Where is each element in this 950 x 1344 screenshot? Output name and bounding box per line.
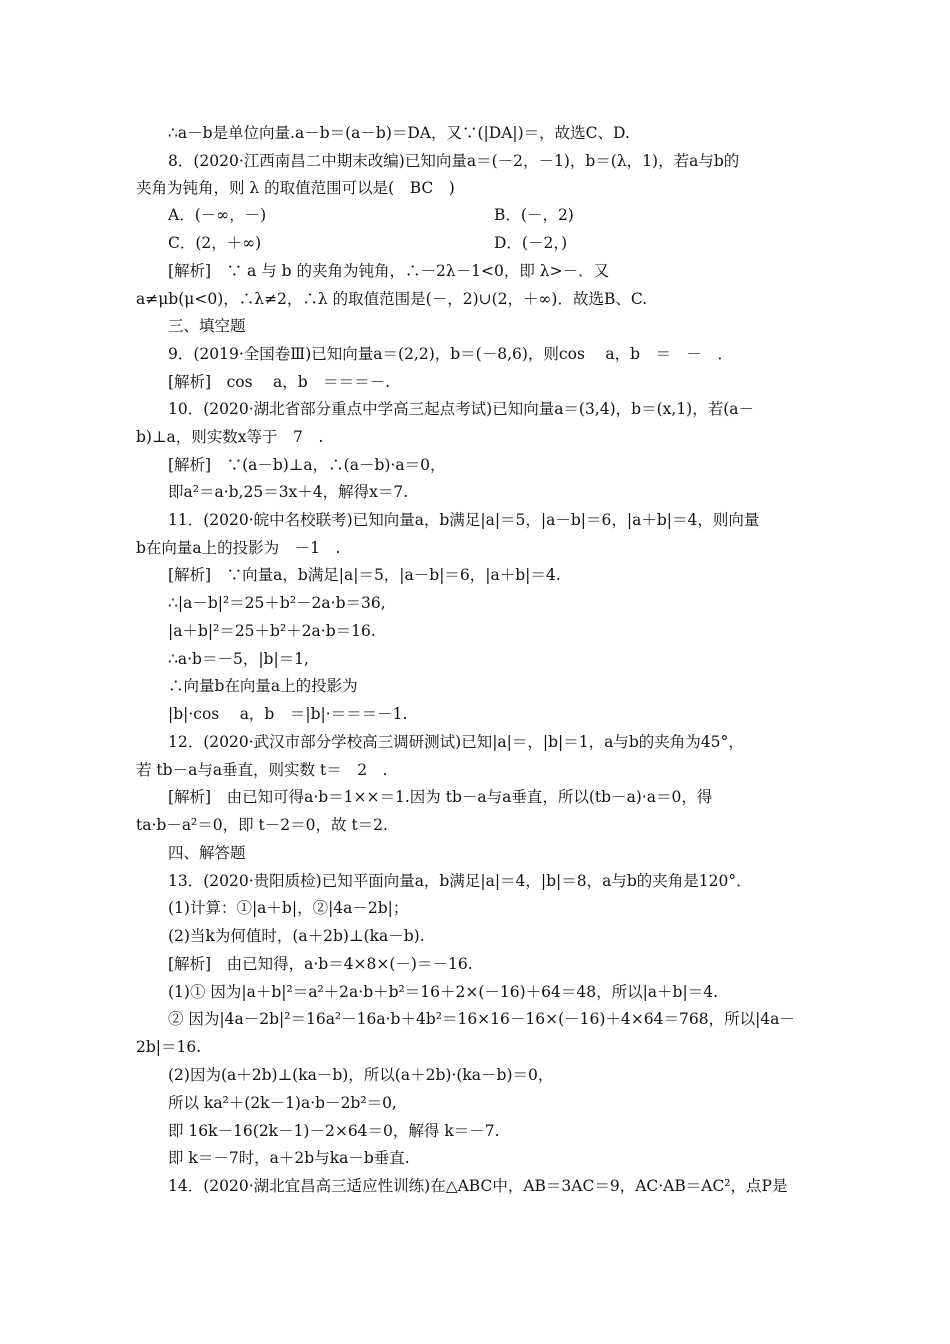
text-line: (2)因为(a＋2b)⊥(ka－b)，所以(a＋2b)·(ka－b)＝0， — [168, 1066, 554, 1084]
text-line: ② 因为|4a－2b|²＝16a²－16a·b＋4b²＝16×16－16×(－16)＋4×64＝768，所以|4a－ — [168, 1010, 795, 1028]
question-8-line: 8．(2020·江西南昌二中期末改编)已知向量a＝(－2，－1)，b＝(λ，1)，若a与b的 — [168, 152, 740, 170]
option-c: C．(2，＋∞) — [168, 234, 262, 252]
text-line: 夹角为钝角，则 λ 的取值范围可以是( BC ) — [136, 179, 455, 197]
text-line: b)⊥a，则实数x等于 7 . — [136, 428, 324, 446]
text-line: [解析] ∵ a 与 b 的夹角为钝角，∴－2λ－1<0，即 λ>－．又 — [168, 262, 610, 280]
text-line: (1)计算：①|a＋b|，②|4a－2b|； — [168, 899, 409, 917]
text-line: |b|·cos a，b ＝|b|·＝＝＝－1. — [168, 705, 408, 723]
text-line: 即 16k－16(2k－1)－2×64＝0，解得 k＝－7. — [168, 1122, 500, 1140]
text-line: (2)当k为何值时，(a＋2b)⊥(ka－b). — [168, 927, 425, 945]
text-line: |a＋b|²＝25＋b²＋2a·b＝16. — [168, 622, 376, 640]
text-line: b在向量a上的投影为 －1 . — [136, 539, 341, 557]
text-line: [解析] 由已知得，a·b＝4×8×(－)＝－16. — [168, 955, 473, 973]
question-14-line: 14．(2020·湖北宜昌高三适应性训练)在△ABC中，AB＝3AC＝9，AC·AB＝AC²，点P是 — [168, 1177, 788, 1195]
text-line: ∴|a－b|²＝25＋b²－2a·b＝36, — [168, 594, 386, 612]
question-12-line: 12．(2020·武汉市部分学校高三调研测试)已知|a|＝，|b|＝1，a与b的夹角为45°， — [168, 733, 744, 751]
section-heading: 三、填空题 — [168, 317, 246, 335]
text-line: ∴向量b在向量a上的投影为 — [168, 677, 358, 695]
text-line: 即 k＝－7时，a＋2b与ka－b垂直. — [168, 1149, 410, 1167]
text-line: [解析] cos a，b ＝＝＝－. — [168, 373, 391, 391]
option-a: A．(－∞，－) — [168, 206, 267, 224]
text-line: [解析] 由已知可得a·b＝1××＝1.因为 tb－a与a垂直，所以(tb－a)·a＝0，得 — [168, 788, 713, 806]
text-line: ∴a·b＝－5，|b|＝1, — [168, 650, 309, 668]
section-heading: 四、解答题 — [168, 844, 246, 862]
text-line: [解析] ∵向量a，b满足|a|＝5，|a－b|＝6，|a＋b|＝4. — [168, 566, 561, 584]
text-line: a≠μb(μ<0)，∴λ≠2，∴λ 的取值范围是(－，2)∪(2，＋∞)．故选B、C. — [136, 290, 648, 308]
text-line: ta·b－a²＝0，即 t－2＝0，故 t＝2. — [136, 816, 388, 834]
option-b: B．(－，2) — [494, 206, 574, 224]
question-10-line: 10．(2020·湖北省部分重点中学高三起点考试)已知向量a＝(3,4)，b＝(x,1)，若(a－ — [168, 400, 755, 418]
option-d: D．(－2，) — [494, 234, 568, 252]
question-13-line: 13．(2020·贵阳质检)已知平面向量a，b满足|a|＝4，|b|＝8，a与b的夹角是120°． — [168, 872, 752, 890]
question-9-line: 9．(2019·全国卷Ⅲ)已知向量a＝(2,2)，b＝(－8,6)，则cos a，b ＝ － ． — [168, 345, 733, 363]
text-line: ∴a－b是单位向量.a－b＝(a－b)＝DA，又∵(|DA|)＝，故选C、D. — [168, 124, 630, 142]
text-line: 即a²＝a·b,25＝3x＋4，解得x＝7. — [168, 483, 409, 501]
text-line: [解析] ∵(a－b)⊥a，∴(a－b)·a＝0， — [168, 456, 446, 474]
text-line: 2b|＝16. — [136, 1038, 202, 1056]
text-line: 若 tb－a与a垂直，则实数 t＝ 2 . — [136, 761, 388, 779]
question-11-line: 11．(2020·皖中名校联考)已知向量a，b满足|a|＝5，|a－b|＝6，|a＋b|＝4，则向量 — [168, 511, 760, 529]
text-line: (1)① 因为|a＋b|²＝a²＋2a·b＋b²＝16＋2×(－16)＋64＝48，所以|a＋b|＝4. — [168, 983, 718, 1001]
text-line: 所以 ka²＋(2k－1)a·b－2b²＝0, — [168, 1094, 397, 1112]
